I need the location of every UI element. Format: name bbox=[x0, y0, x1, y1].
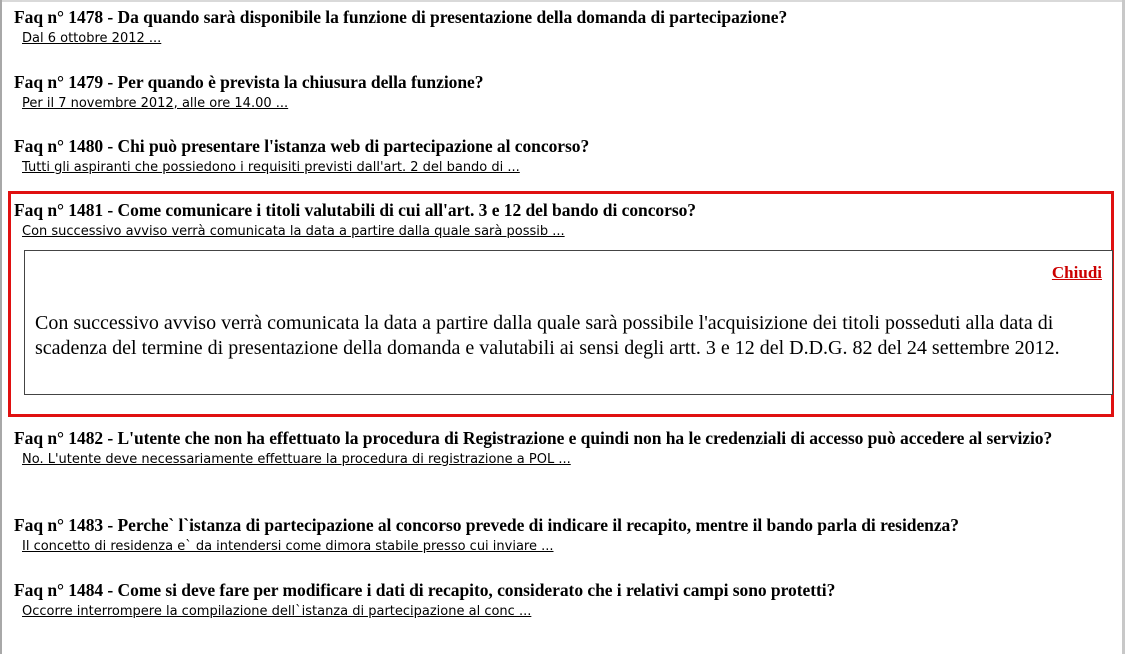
faq-question bbox=[14, 427, 1114, 450]
faq-number: Faq n° 1480 bbox=[14, 136, 104, 156]
faq-item bbox=[14, 135, 1114, 176]
faq-item bbox=[14, 579, 1114, 620]
faq-number: Faq n° 1483 bbox=[14, 515, 104, 535]
faq-preview-link[interactable]: Dal 6 ottobre 2012 ... bbox=[22, 31, 162, 46]
faq-question-text: - Come comunicare i titoli valutabili di cui all'art. 3 e 12 del bando di concorso? bbox=[103, 200, 697, 220]
close-answer-link[interactable]: Chiudi bbox=[1051, 263, 1102, 282]
faq-question bbox=[14, 135, 1114, 158]
faq-question-text: - Perche` l`istanza di partecipazione al concorso prevede di indicare il recapito, mentre il bando parla di residenza? bbox=[103, 515, 959, 535]
faq-preview-link[interactable]: Tutti gli aspiranti che possiedono i requisiti previsti dall'art. 2 del bando di ... bbox=[22, 160, 520, 175]
faq-item-expanded bbox=[14, 199, 1114, 240]
faq-question-text: - Per quando è prevista la chiusura della funzione? bbox=[103, 72, 484, 92]
faq-number: Faq n° 1481 bbox=[14, 200, 104, 220]
faq-question bbox=[14, 71, 1114, 94]
faq-item bbox=[14, 71, 1114, 112]
faq-item bbox=[14, 514, 1114, 555]
faq-question bbox=[14, 514, 1114, 537]
faq-preview-link[interactable]: Occorre interrompere la compilazione dell`istanza di partecipazione al conc ... bbox=[22, 604, 532, 619]
faq-preview-link[interactable]: Per il 7 novembre 2012, alle ore 14.00 ... bbox=[22, 96, 289, 111]
faq-question-text: - Chi può presentare l'istanza web di partecipazione al concorso? bbox=[103, 136, 590, 156]
faq-question-text: - L'utente che non ha effettuato la procedura di Registrazione e quindi non ha le credenziali di accesso può accedere al servizio? bbox=[103, 428, 1053, 448]
faq-preview-link[interactable]: Il concetto di residenza e` da intendersi come dimora stabile presso cui inviare ... bbox=[22, 539, 554, 554]
faq-preview-link[interactable]: No. L'utente deve necessariamente effettuare la procedura di registrazione a POL ... bbox=[22, 452, 571, 467]
faq-answer-panel bbox=[24, 250, 1113, 395]
faq-question-text: - Da quando sarà disponibile la funzione di presentazione della domanda di partecipazione? bbox=[103, 7, 788, 27]
faq-number: Faq n° 1478 bbox=[14, 7, 104, 27]
faq-item bbox=[14, 427, 1114, 468]
faq-preview-link[interactable]: Con successivo avviso verrà comunicata la data a partire dalla quale sarà possib ... bbox=[22, 224, 565, 239]
faq-question bbox=[14, 579, 1114, 602]
window-left-border bbox=[0, 0, 2, 654]
faq-number: Faq n° 1484 bbox=[14, 580, 104, 600]
faq-question-text: - Come si deve fare per modificare i dati di recapito, considerato che i relativi campi sono protetti? bbox=[103, 580, 836, 600]
faq-item bbox=[14, 6, 1114, 47]
faq-question bbox=[14, 199, 1114, 222]
faq-answer-text: Con successivo avviso verrà comunicata la data a partire dalla quale sarà possibile l'acquisizione dei titoli posseduti alla data di scadenza del termine di presentazione della domanda e valutabili ai sensi degli artt. 3 e 12 del D.D.G. 82 del 24 settembre 2012. bbox=[35, 312, 1060, 359]
window-top-border bbox=[0, 0, 1125, 2]
faq-number: Faq n° 1482 bbox=[14, 428, 104, 448]
faq-question bbox=[14, 6, 1114, 29]
faq-number: Faq n° 1479 bbox=[14, 72, 104, 92]
